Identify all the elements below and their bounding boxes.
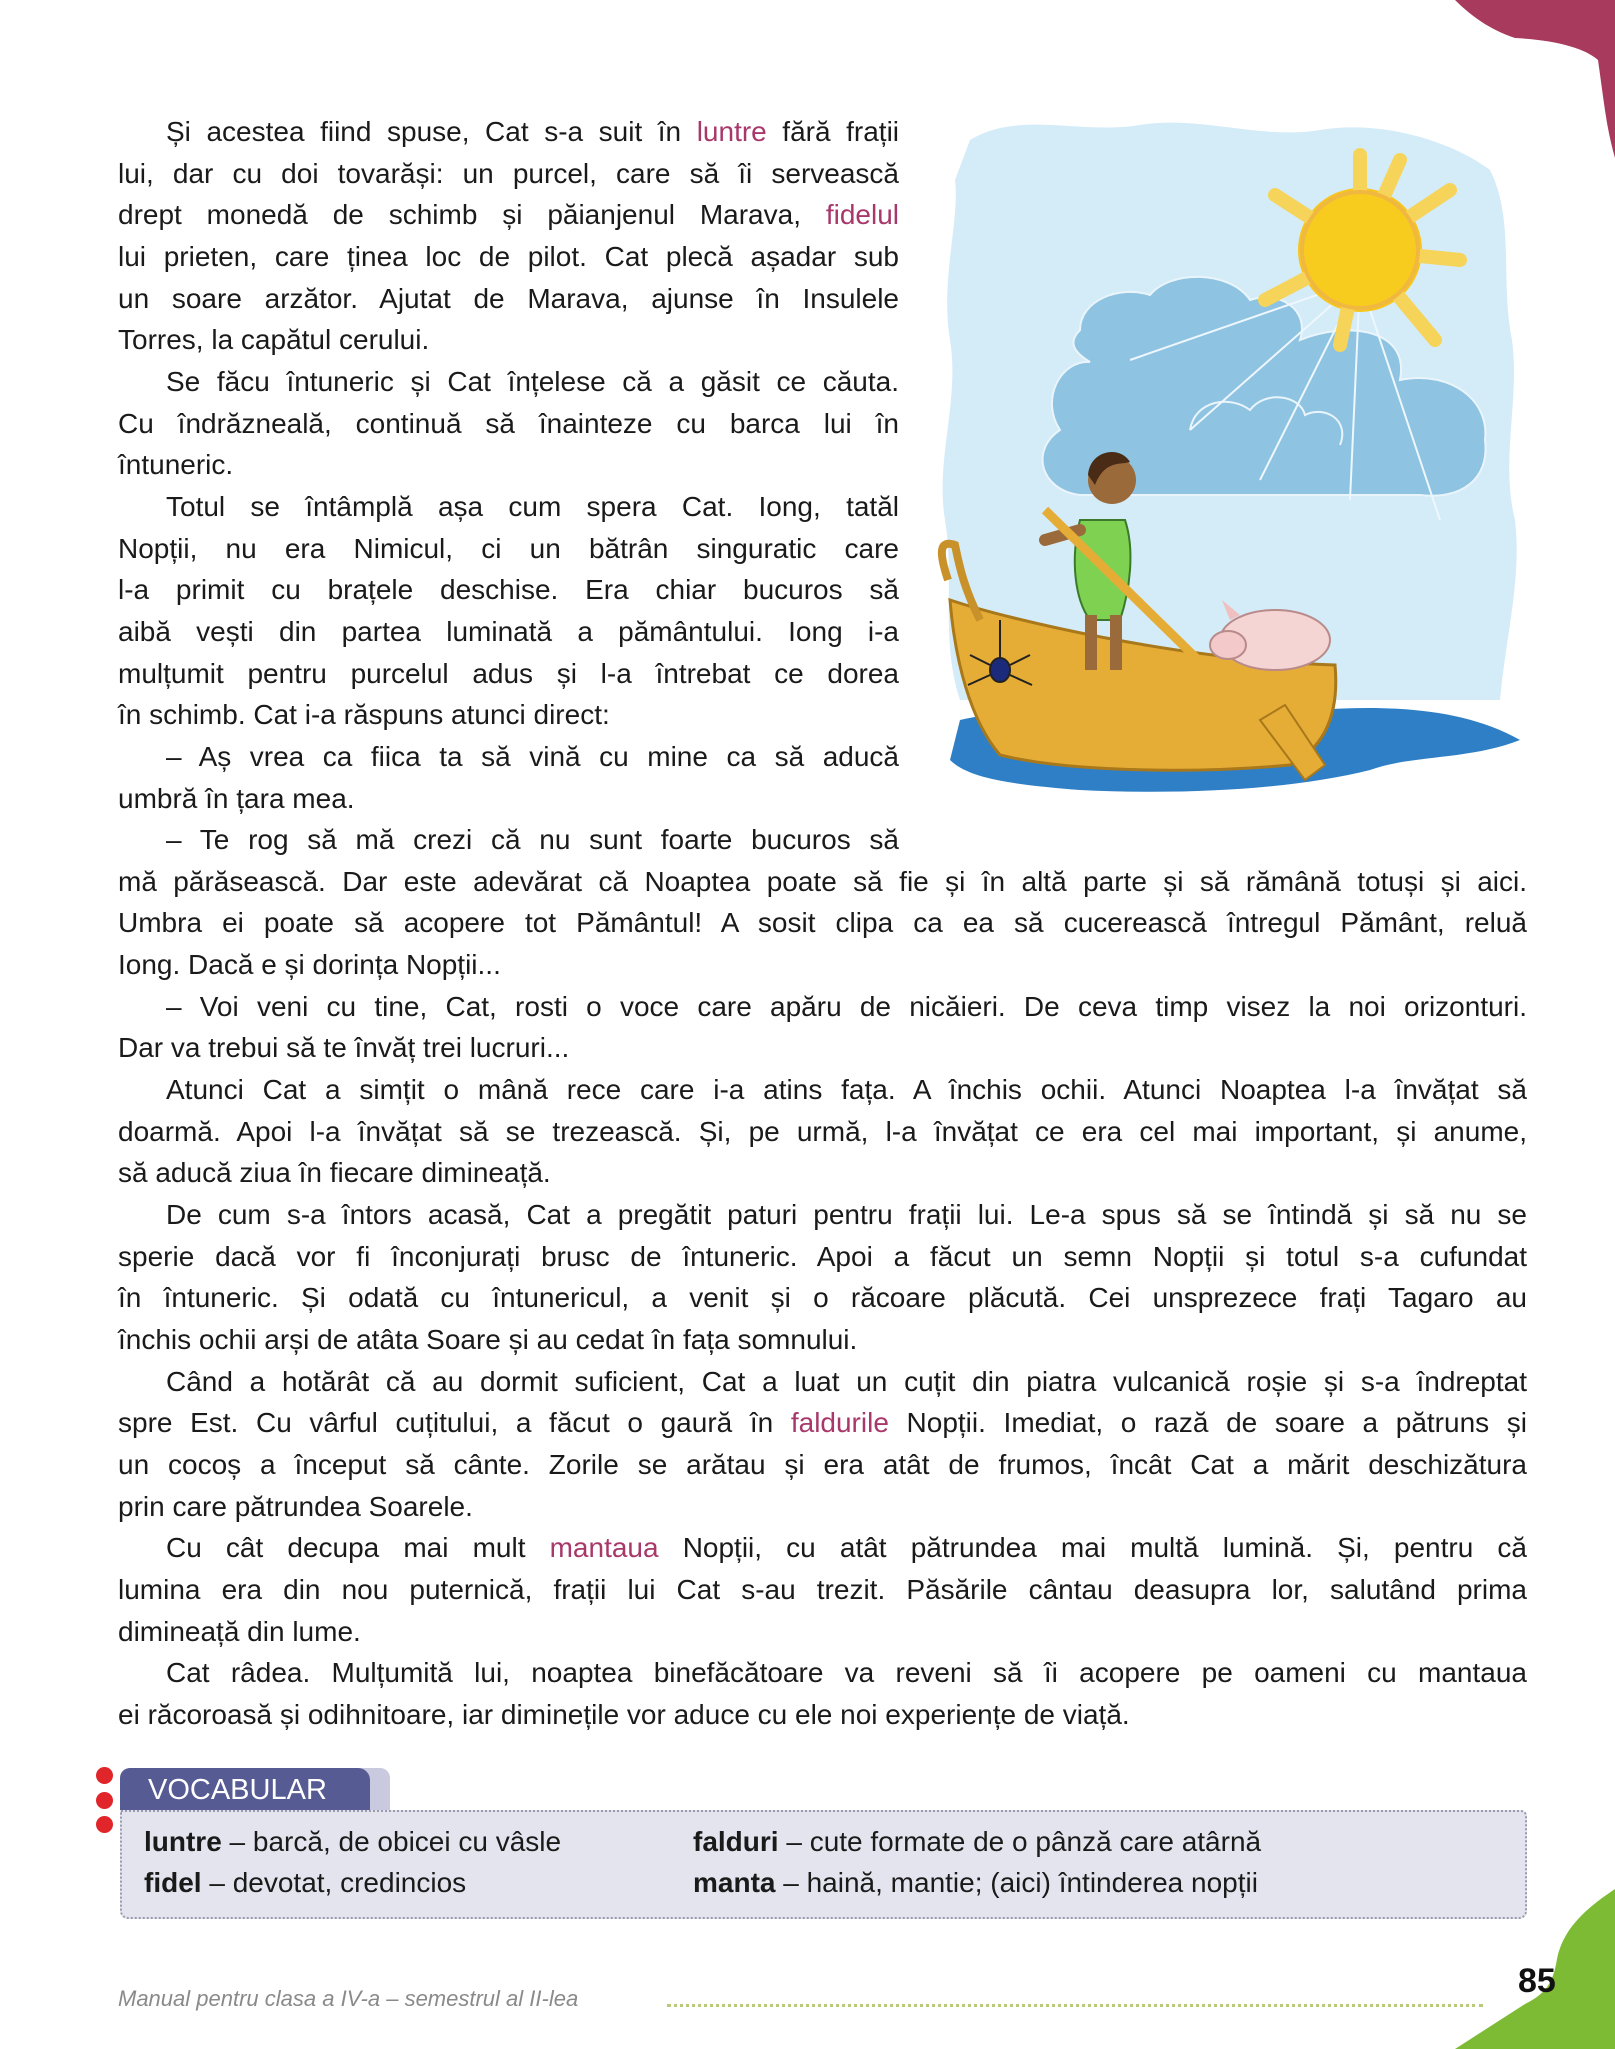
text-line: Dar va trebui să te învăț trei lucruri... [118,1032,570,1064]
vocabulary-term: fidel [144,1867,202,1898]
highlighted-word: faldurile [790,1407,889,1439]
text-line: sperie dacă vor fi înconjurați brusc de întuneric. Apoi a făcut un semn Nopții și totul s-a cufundat [118,1240,1527,1272]
text-line: l-a primit cu brațele deschise. Era chiar bucuros să [118,574,899,606]
text-line [118,1527,1527,1569]
vocabulary-definition: – devotat, credincios [201,1867,467,1898]
vocabulary-term: luntre [144,1826,222,1857]
text-segment: Nopții. Imediat, o rază de soare a pătruns și [888,1407,1527,1439]
text-line: umbră în țara mea. [118,782,355,814]
text-line: dimineață din lume. [118,1615,361,1647]
text-line: Totul se întâmplă așa cum spera Cat. Iong, tatăl [166,490,899,522]
text-line: aibă vești din partea luminată a pământului. Iong i-a [118,615,899,647]
text-line [118,1402,1527,1444]
text-line: lui prieten, care ținea loc de pilot. Cat plecă așadar sub [118,240,899,272]
highlighted-word: fidelul [825,199,899,231]
decorative-dot [96,1767,113,1784]
text-line: Iong. Dacă e și dorința Nopții... [118,949,501,981]
text-segment: fără frații [766,116,900,147]
text-segment: Cu cât decupa mai mult [166,1532,550,1564]
vocabulary-definition: – barcă, de obicei cu vâsle [221,1826,562,1857]
text-line: mulțumit pentru purcelul adus și l-a întrebat ce dorea [118,657,899,689]
highlighted-word: mantaua [549,1532,659,1564]
page-number: 85 [1518,1962,1556,2000]
text-line: întuneric. [118,449,234,481]
text-segment: spre Est. Cu vârful cuțitului, a făcut o gaură în [118,1407,791,1439]
text-line: un cocoș a început să cânte. Zorile se arătau și era atât de frumos, încât Cat a mărit deschizătura [118,1449,1527,1480]
text-line: De cum s-a întors acasă, Cat a pregătit paturi pentru frații lui. Le-a spus să se întindă și să nu se [166,1199,1527,1231]
text-line: lumina era din nou puternică, frații lui Cat s-au trezit. Păsările cântau deasupra lor, salutând prima [118,1573,1527,1605]
text-line: Se făcu întuneric și Cat înțelese că a găsit ce căuta. [166,365,899,397]
vocabulary-definition: – cute formate de o pânză care atârnă [778,1826,1262,1857]
text-line: Cat râdea. Mulțumită lui, noaptea binefăcătoare va reveni să îi acopere pe oameni cu mantaua [166,1657,1527,1689]
vocabulary-term: falduri [693,1826,779,1857]
text-segment: Nopții, cu atât pătrundea mai multă lumină. Și, pentru că [658,1532,1527,1564]
vocabulary-entry [144,1867,466,1899]
vocabulary-term: manta [693,1867,776,1898]
text-segment: drept monedă de schimb și păianjenul Marava, [118,199,826,231]
text-segment: Și acestea fiind spuse, Cat s-a suit în [166,116,697,147]
footer-divider [667,2004,1483,2007]
text-line: Când a hotărât că au dormit suficient, Cat a luat un cuțit din piatra vulcanică roșie și s-a îndreptat [166,1365,1527,1397]
text-line: în întuneric. Și odată cu întunericul, a venit și o răcoare plăcută. Cei unsprezece frați Tagaro au [118,1282,1527,1314]
text-line: un soare arzător. Ajutat de Marava, ajunse în Insulele [118,282,899,314]
text-line [118,194,899,236]
vocabulary-definition: – haină, mantie; (aici) întinderea nopții [775,1867,1258,1898]
highlighted-word: luntre [696,116,767,147]
text-line: Atunci Cat a simțit o mână rece care i-a atins fața. A închis ochii. Atunci Noaptea l-a învățat să [166,1074,1527,1106]
text-line: Umbra ei poate să acopere tot Pământul! A sosit clipa ca ea să cucerească întregul Pământ, reluă [118,907,1527,939]
text-line: lui, dar cu doi tovarăși: un purcel, care să îi servească [118,157,899,189]
text-line: închis ochii arși de atâta Soare și au cedat în fața somnului. [118,1324,858,1356]
text-line: – Te rog să mă crezi că nu sunt foarte bucuros să [166,824,899,856]
vocabulary-title: VOCABULAR [120,1768,370,1810]
decorative-dot [96,1792,113,1809]
text-line [118,111,899,153]
illustration-boat-sun [930,100,1530,810]
vocabulary-entry [693,1826,1261,1858]
text-line: – Aș vrea ca fiica ta să vină cu mine ca să aducă [166,740,899,772]
text-line: doarmă. Apoi l-a învățat să se trezească. Și, pe urmă, l-a învățat ce era cel mai important, și anume, [118,1115,1527,1147]
text-line: mă părăsească. Dar este adevărat că Noaptea poate să fie și în altă parte și să rămână totuși și aici. [118,865,1527,897]
text-line: Cu îndrăzneală, continuă să înainteze cu barca lui în [118,407,899,439]
text-line: în schimb. Cat i-a răspuns atunci direct: [118,699,610,731]
decorative-dot [96,1816,113,1833]
vocabulary-box [120,1810,1527,1919]
footer-book-title: Manual pentru clasa a IV-a – semestrul al II-lea [118,1986,579,2011]
text-line: ei răcoroasă și odihnitoare, iar diminețile vor aduce cu ele noi experiențe de viață. [118,1698,1130,1730]
text-line: să aducă ziua în fiecare dimineață. [118,1157,551,1189]
text-line: – Voi veni cu tine, Cat, rosti o voce care apăru de nicăieri. De ceva timp visez la noi orizonturi. [166,990,1527,1022]
text-line: Nopții, nu era Nimicul, ci un bătrân singuratic care [118,532,899,564]
vocabulary-entry [693,1867,1258,1899]
text-line: Torres, la capătul cerului. [118,324,430,356]
vocabulary-entry [144,1826,561,1858]
text-line: prin care pătrundea Soarele. [118,1490,473,1522]
